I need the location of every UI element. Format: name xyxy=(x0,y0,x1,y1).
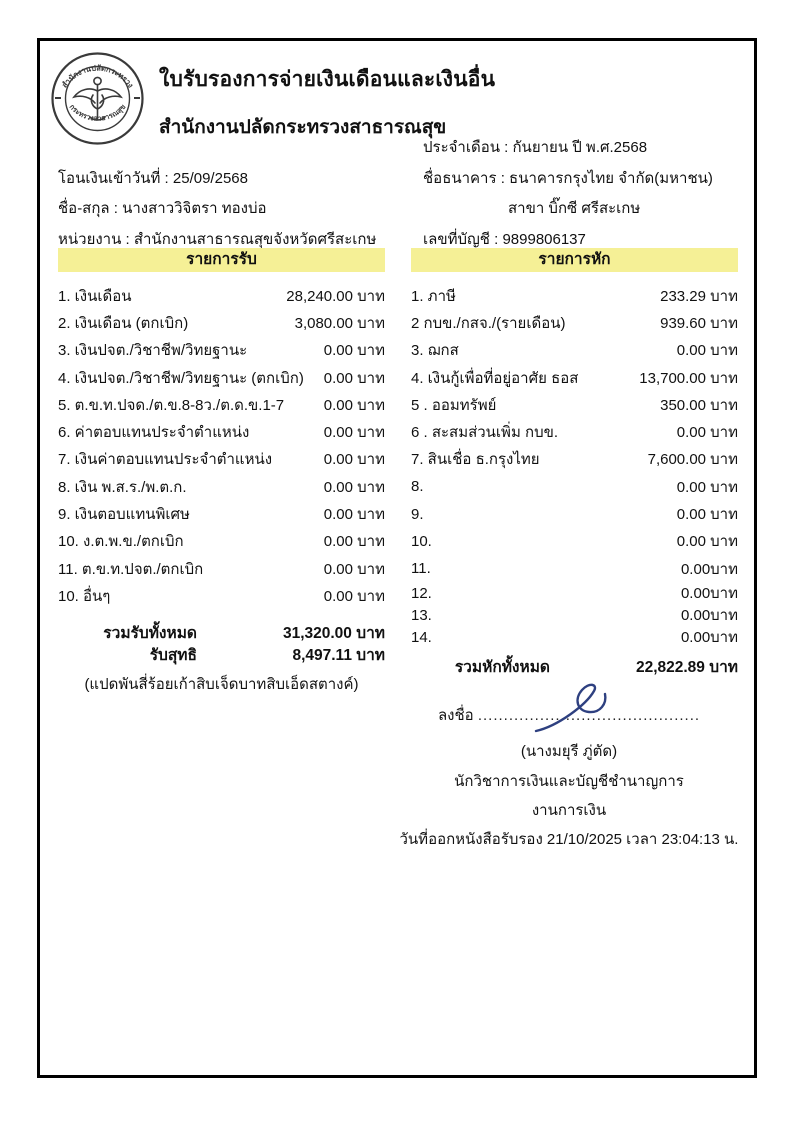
deduction-item-label: 7. สินเชื่อ ธ.กรุงไทย xyxy=(411,451,540,469)
income-row xyxy=(58,337,385,364)
deductions-column xyxy=(411,248,738,696)
deduction-row xyxy=(411,473,738,500)
income-item-amount: 0.00 บาท xyxy=(323,396,385,414)
deduction-row xyxy=(411,418,738,445)
deduction-row xyxy=(411,555,738,582)
income-column xyxy=(58,248,385,696)
deduction-item-amount: 0.00 บาท xyxy=(676,424,738,442)
income-row xyxy=(58,309,385,336)
deduction-item-label: 5 . ออมทรัพย์ xyxy=(411,396,497,414)
income-item-amount: 0.00 บาท xyxy=(323,369,385,387)
income-item-label: 7. เงินค่าตอบแทนประจำตำแหน่ง xyxy=(58,451,273,469)
deductions-total-line xyxy=(411,655,738,677)
income-item-label: 6. ค่าตอบแทนประจำตำแหน่ง xyxy=(58,424,250,442)
deduction-item-label: 1. ภาษี xyxy=(411,287,456,305)
document-border-frame xyxy=(37,38,757,1078)
work-unit-text: หน่วยงาน : สำนักงานสาธารณสุขจังหวัดศรีสะเกษ xyxy=(58,230,377,248)
deduction-row xyxy=(411,337,738,364)
income-item-amount: 0.00 บาท xyxy=(323,533,385,551)
deductions-total-amount: 22,822.89 บาท xyxy=(635,658,738,676)
deduction-item-label: 12. xyxy=(411,584,432,602)
income-item-label: 4. เงินปจต./วิชาชีพ/วิทยฐานะ (ตกเบิก) xyxy=(58,369,304,387)
deduction-item-label: 2 กบข./กสจ./(รายเดือน) xyxy=(411,314,566,332)
title-block xyxy=(159,51,495,146)
employee-meta xyxy=(58,133,738,255)
document-title: ใบรับรองการจ่ายเงินเดือนและเงินอื่น xyxy=(159,68,496,91)
meta-spacer xyxy=(58,133,423,164)
income-list xyxy=(58,282,385,610)
sign-label: ลงชื่อ xyxy=(437,707,474,724)
income-item-amount: 0.00 บาท xyxy=(323,587,385,605)
deduction-item-amount: 350.00 บาท xyxy=(660,396,738,414)
deduction-item-amount: 0.00บาท xyxy=(680,607,738,625)
income-header-bar: รายการรับ xyxy=(58,248,385,272)
income-row xyxy=(58,391,385,418)
net-pay-label: รับสุทธิ xyxy=(149,647,197,665)
deduction-item-label: 6 . สะสมส่วนเพิ่ม กบข. xyxy=(411,424,559,442)
period-text: ประจำเดือน : กันยายน ปี พ.ศ.2568 xyxy=(423,139,648,156)
income-row xyxy=(58,446,385,473)
amount-in-words: (แปดพันสี่ร้อยเก้าสิบเจ็ดบาทสิบเอ็ดสตางค์) xyxy=(84,675,359,693)
deductions-total-label: รวมหักทั้งหมด xyxy=(454,658,550,676)
income-row xyxy=(58,555,385,582)
income-item-label: 8. เงิน พ.ส.ร./พ.ต.ก. xyxy=(58,478,187,496)
signer-department: งานการเงิน xyxy=(531,802,607,819)
deduction-item-label: 14. xyxy=(411,628,432,646)
deduction-item-label: 11. xyxy=(411,560,431,578)
deduction-row xyxy=(411,391,738,418)
seal-top-text: สำนักงานปลัดกระทรวง xyxy=(59,63,136,90)
signature-dotted-line: ........................................... xyxy=(477,707,701,724)
deduction-item-label: 13. xyxy=(411,606,432,624)
income-item-label: 5. ต.ข.ท.ปจด./ต.ข.8-8ว./ต.ด.ข.1-7 xyxy=(58,396,285,414)
deduction-row xyxy=(411,604,738,626)
deduction-item-label: 3. ฌกส xyxy=(411,342,459,360)
signer-name: (นางมยุรี ภู่ตัด) xyxy=(520,743,618,760)
income-item-label: 9. เงินตอบแทนพิเศษ xyxy=(58,506,190,524)
deduction-row xyxy=(411,446,738,473)
deduction-row xyxy=(411,500,738,527)
deduction-row xyxy=(411,626,738,648)
income-item-label: 1. เงินเดือน xyxy=(58,287,132,305)
deduction-item-amount: 0.00บาท xyxy=(680,560,738,578)
income-item-amount: 28,240.00 บาท xyxy=(286,287,385,305)
income-row xyxy=(58,473,385,500)
deduction-item-amount: 13,700.00 บาท xyxy=(639,369,738,387)
issue-datetime: วันที่ออกหนังสือรับรอง 21/10/2025 เวลา 23:04:13 น. xyxy=(399,831,739,848)
income-item-amount: 0.00 บาท xyxy=(323,560,385,578)
income-total-amount: 31,320.00 บาท xyxy=(282,625,385,643)
income-row xyxy=(58,418,385,445)
deduction-row xyxy=(411,364,738,391)
income-item-label: 10. ง.ต.พ.ข./ตกเบิก xyxy=(58,533,184,551)
employee-name-text: ชื่อ-สกุล : นางสาววิจิตรา ทองบ่อ xyxy=(58,200,267,217)
transfer-date-text: โอนเงินเข้าวันที่ : 25/09/2568 xyxy=(58,169,248,187)
account-number-text: เลขที่บัญชี : 9899806137 xyxy=(423,230,586,248)
deduction-item-label: 8. xyxy=(411,478,424,496)
deduction-item-amount: 0.00 บาท xyxy=(676,478,738,496)
income-item-label: 10. อื่นๆ xyxy=(58,587,111,605)
income-item-amount: 0.00 บาท xyxy=(323,342,385,360)
organization-name: สำนักงานปลัดกระทรวงสาธารณสุข xyxy=(159,117,447,138)
deduction-item-amount: 233.29 บาท xyxy=(660,287,738,305)
deduction-row xyxy=(411,282,738,309)
deduction-item-amount: 0.00 บาท xyxy=(676,506,738,524)
bank-name-text: ชื่อธนาคาร : ธนาคารกรุงไทย จำกัด(มหาชน) xyxy=(423,169,713,187)
income-total-line xyxy=(58,622,385,644)
net-pay-line xyxy=(58,644,385,666)
deduction-item-amount: 0.00 บาท xyxy=(676,342,738,360)
income-row xyxy=(58,500,385,527)
handwritten-signature xyxy=(528,681,623,739)
net-pay-amount: 8,497.11 บาท xyxy=(292,647,385,665)
income-item-amount: 0.00 บาท xyxy=(323,451,385,469)
deductions-totals xyxy=(411,655,738,677)
income-item-label: 11. ต.ข.ท.ปจต./ตกเบิก xyxy=(58,560,204,578)
deduction-item-amount: 0.00บาท xyxy=(680,629,738,647)
deduction-item-amount: 939.60 บาท xyxy=(660,314,738,332)
sign-line xyxy=(378,699,760,733)
income-item-amount: 3,080.00 บาท xyxy=(294,314,385,332)
income-item-amount: 0.00 บาท xyxy=(323,506,385,524)
payslip-columns xyxy=(58,248,738,696)
bank-branch-text: สาขา บิ๊กซี ศรีสะเกษ xyxy=(508,200,641,217)
income-row xyxy=(58,364,385,391)
deduction-row xyxy=(411,582,738,604)
income-item-label: 3. เงินปจต./วิชาชีพ/วิทยฐานะ xyxy=(58,342,248,360)
income-totals xyxy=(58,622,385,666)
signature-block xyxy=(378,699,760,851)
deduction-row xyxy=(411,309,738,336)
income-row xyxy=(58,582,385,609)
deduction-item-amount: 7,600.00 บาท xyxy=(647,451,738,469)
income-row xyxy=(58,528,385,555)
deduction-item-amount: 0.00บาท xyxy=(680,585,738,603)
income-item-label: 2. เงินเดือน (ตกเบิก) xyxy=(58,314,189,332)
deduction-item-label: 9. xyxy=(411,505,424,523)
income-item-amount: 0.00 บาท xyxy=(323,424,385,442)
deduction-item-label: 10. xyxy=(411,532,432,550)
deduction-row xyxy=(411,528,738,555)
deductions-list xyxy=(411,282,738,648)
deduction-item-label: 4. เงินกู้เพื่อที่อยู่อาศัย ธอส xyxy=(411,369,579,387)
income-row xyxy=(58,282,385,309)
document-header xyxy=(50,51,740,146)
seal-bottom-text: กระทรวงสาธารณสุข xyxy=(67,102,128,123)
ministry-seal-logo xyxy=(50,51,145,146)
deductions-header-bar: รายการหัก xyxy=(411,248,738,272)
income-total-label: รวมรับทั้งหมด xyxy=(103,625,197,643)
income-item-amount: 0.00 บาท xyxy=(323,478,385,496)
signer-position: นักวิชาการเงินและบัญชีชำนาญการ xyxy=(454,773,684,790)
deduction-item-amount: 0.00 บาท xyxy=(676,533,738,551)
